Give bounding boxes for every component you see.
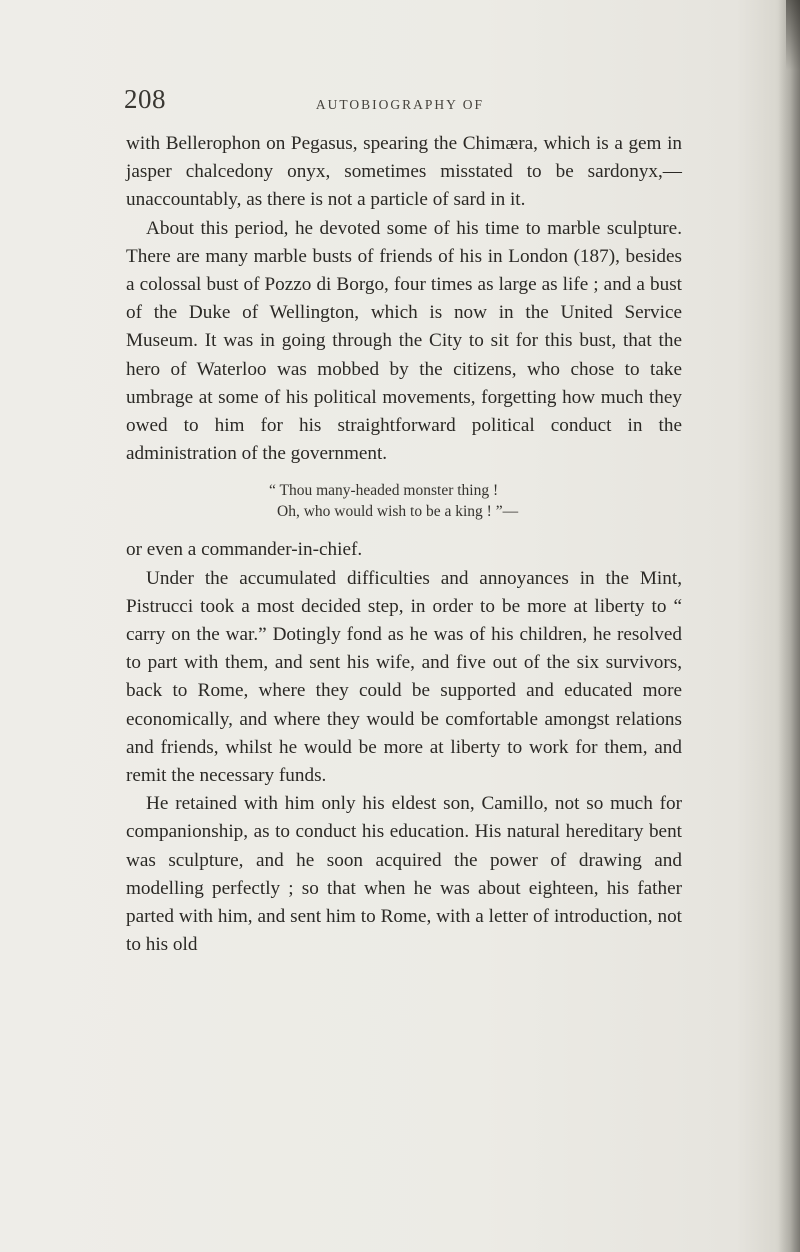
- page-corner-shadow: [786, 0, 800, 70]
- quote-line-1: “ Thou many-headed monster thing !: [269, 482, 499, 500]
- page-number: 208: [124, 84, 166, 114]
- paragraph-3: or even a commander-in-chief.: [126, 539, 363, 561]
- paragraph-4: Under the accumulated difficulties and annoyances in the Mint, Pistrucci took a most decided step, in order to be more at liberty to “ carry on the war.” Dotingly fond as he was of his children, he resolved to part with them, and sent his wife, and five out of the six survivors, back to Rome, where they could be supported and educated more economically, and where they would be comfortable amongst relations and friends, whilst he would be more at liberty to work for them, and remit the necessary funds.: [126, 567, 682, 787]
- page-edge-shadow: [778, 0, 800, 1252]
- quote-line-2: Oh, who would wish to be a king ! ”—: [277, 503, 519, 521]
- running-head: AUTOBIOGRAPHY OF: [315, 97, 485, 112]
- paragraph-5: He retained with him only his eldest son, Camillo, not so much for companionship, as to conduct his education. His natural hereditary bent was sculpture, and he soon acquired the power of drawing and modelling perfectly ; so that when he was about eighteen, his father parted with him, and sent him to Rome, with a letter of introduction, not to his old: [126, 793, 682, 956]
- paragraph-2: About this period, he devoted some of his time to marble sculpture. There are many marble busts of friends of his in London (187), besides a colossal bust of Pozzo di Borgo, four times as large as life ; and a bust of the Duke of Wellington, which is now in the United Service Museum. It was in going through the City to sit for this bust, that the hero of Waterloo was mobbed by the citizens, who chose to take umbrage at some of his political movements, forgetting how much they owed to him for his straightforward political conduct in the administration of the government.: [126, 217, 682, 465]
- verse-quotation: [126, 480, 682, 522]
- paragraph-1: with Bellerophon on Pegasus, spearing the Chimæra, which is a gem in jasper chalcedony onyx, sometimes misstated to be sardonyx,—unaccountably, as there is not a particle of sard in it.: [126, 133, 682, 211]
- body-text: [126, 130, 682, 959]
